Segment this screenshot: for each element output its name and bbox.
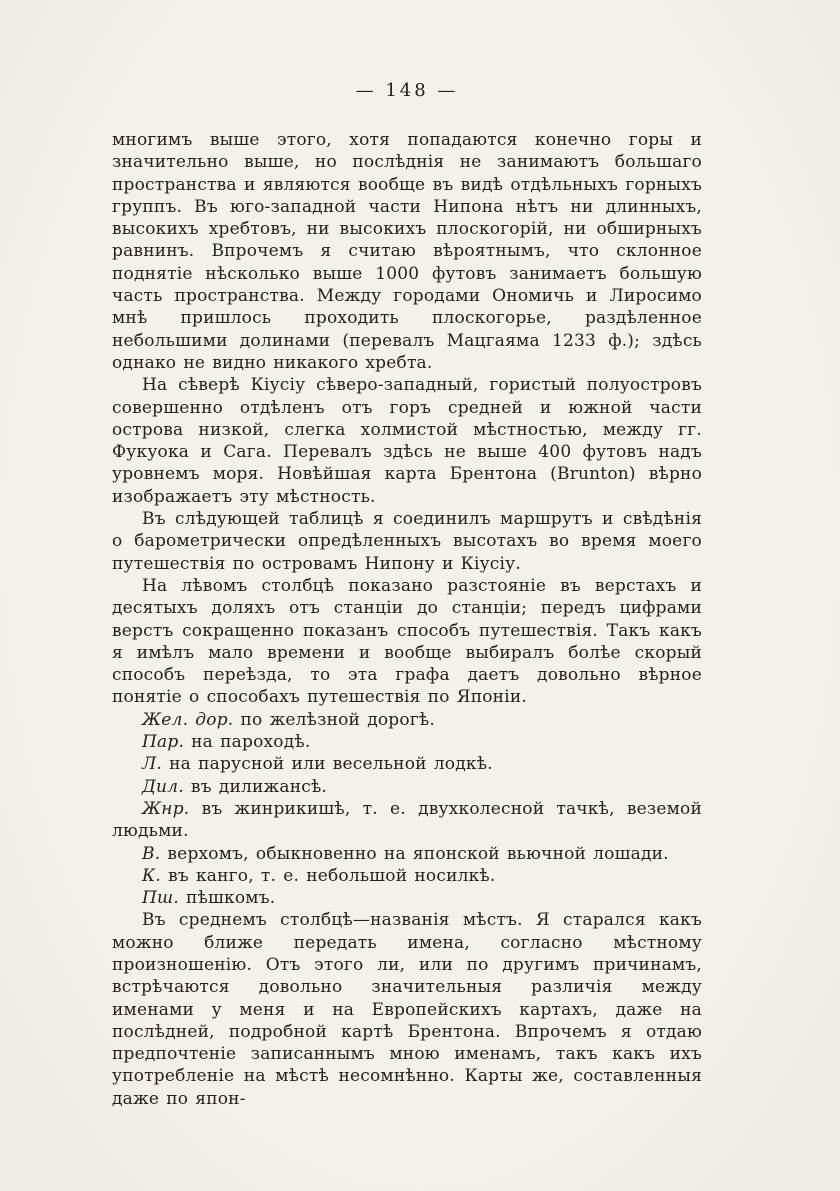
abbr-label: Пар. — [142, 732, 185, 753]
abbr-label: Жел. дор. — [142, 709, 234, 730]
abbr-label: Жнр. — [142, 798, 190, 819]
abbreviation-item — [112, 709, 702, 731]
abbr-text: на пароходѣ. — [191, 732, 311, 753]
abbr-text: въ жинрикишѣ, т. е. двухколесной тачкѣ, веземой людьми. — [112, 798, 702, 842]
abbr-text: пѣшкомъ. — [186, 888, 276, 909]
abbreviation-item — [112, 776, 702, 798]
abbr-text: въ дилижансѣ. — [190, 776, 328, 797]
paragraph: На сѣверѣ Кіусіу сѣверо-западный, гористый полуостровъ совершенно отдѣленъ отъ горъ средней и южной части острова низкой, слегка холмистой мѣстностью, между гг. Фукуока и Сага. Перевалъ здѣсь не выше 400 футовъ надъ уровнемъ моря. Новѣйшая карта Брентона (Brunton) вѣрно изображаетъ эту мѣстность. — [112, 375, 702, 507]
abbreviation-item — [112, 843, 702, 865]
paragraph: Въ среднемъ столбцѣ—названія мѣстъ. Я старался какъ можно ближе передать имена, согласно мѣстному произношенію. Отъ этого ли, или по другимъ причинамъ, встрѣчаются довольно значительныя различія между именами у меня и на Европейскихъ картахъ, даже на послѣдней, подробной картѣ Брентона. Впрочемъ я отдаю предпочтеніе записаннымъ мною именамъ, такъ какъ ихъ употребленіе на мѣстѣ несомнѣнно. Карты же, составленныя даже по япон- — [112, 910, 702, 1109]
abbreviation-item — [112, 887, 702, 909]
paragraph: На лѣвомъ столбцѣ показано разстояніе въ верстахъ и десятыхъ доляхъ отъ станціи до станціи; передъ цифрами верстъ сокращенно показанъ способъ путешествія. Такъ какъ я имѣлъ мало времени и вообще выбиралъ болѣе скорый способъ переѣзда, то эта графа даетъ довольно вѣрное понятіе о способахъ путешествія по Японіи. — [112, 575, 702, 708]
abbr-text: верхомъ, обыкновенно на японской вьючной лошади. — [167, 843, 669, 864]
page-number: — 148 — — [355, 80, 459, 101]
abbr-label: К. — [142, 865, 161, 886]
abbr-text: въ канго, т. е. небольшой носилкѣ. — [168, 865, 496, 886]
abbreviation-item — [112, 865, 702, 887]
text-block — [112, 129, 702, 1110]
abbr-text: по желѣзной дорогѣ. — [240, 709, 435, 730]
paragraph: многимъ выше этого, хотя попадаются конечно горы и значительно выше, но послѣднія не занимаютъ большаго пространства и являются вообще въ видѣ отдѣльныхъ горныхъ группъ. Въ юго-западной части Нипона нѣтъ ни длинныхъ, высокихъ хребтовъ, ни высокихъ плоскогорій, ни обширныхъ равнинъ. Впрочемъ я считаю вѣроятнымъ, что склонное поднятіе нѣсколько выше 1000 футовъ занимаетъ большую часть пространства. Между городами Ономичь и Лиросимо мнѣ пришлось проходить плоскогорье, раздѣленное небольшими долинами (перевалъ Мацгаяма 1233 ф.); здѣсь однако не видно никакого хребта. — [112, 130, 702, 373]
abbreviation-item — [112, 731, 702, 753]
abbr-label: Л. — [142, 754, 162, 775]
abbreviation-item — [112, 798, 702, 843]
abbr-label: Дил. — [142, 776, 184, 797]
abbr-label: В. — [142, 843, 161, 864]
abbr-label: Пш. — [142, 888, 179, 909]
paragraph: Въ слѣдующей таблицѣ я соединилъ маршрутъ и свѣдѣнія о барометрически опредѣленныхъ высотахъ во время моего путешествія по островамъ Нипону и Кіусіу. — [112, 509, 702, 574]
abbr-text: на парусной или весельной лодкѣ. — [169, 754, 493, 775]
abbreviation-item — [112, 753, 702, 775]
